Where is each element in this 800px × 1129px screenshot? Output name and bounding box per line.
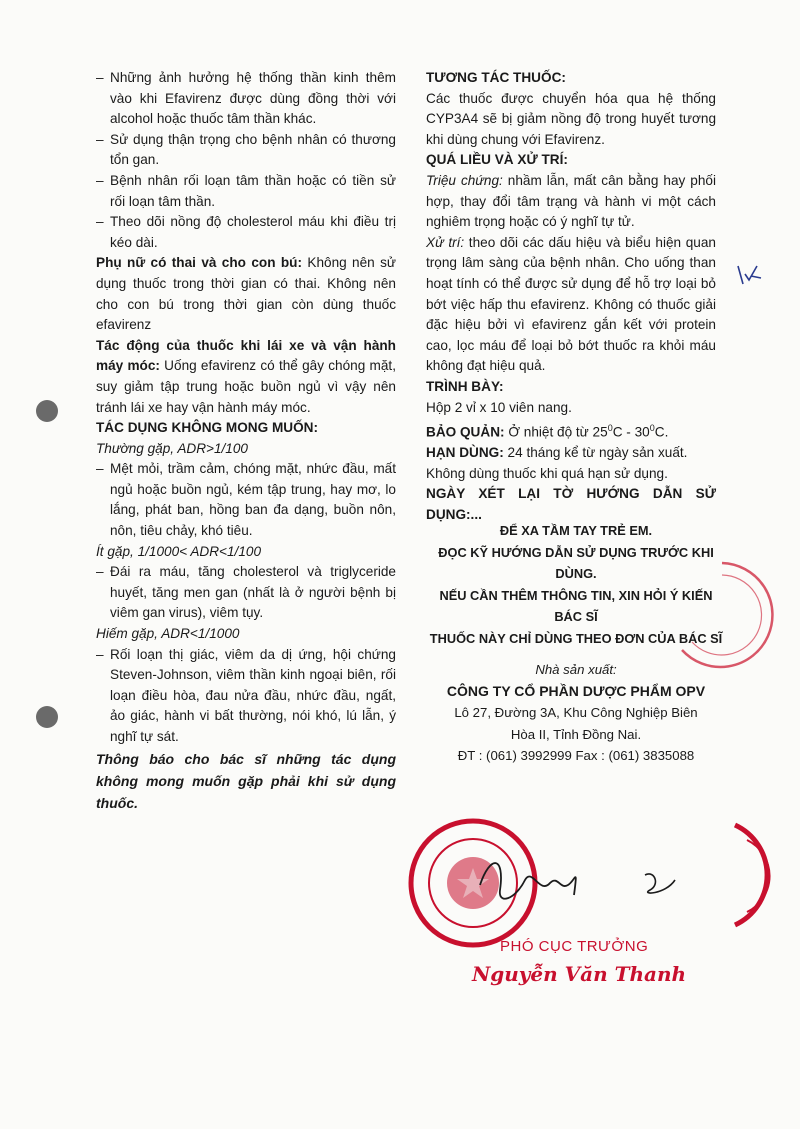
list-item: – Theo dõi nồng độ cholesterol máu khi điều trị kéo dài. bbox=[96, 214, 396, 250]
company-name: CÔNG TY CỔ PHẦN DƯỢC PHẨM OPV bbox=[446, 682, 706, 699]
presentation-text: Hộp 2 vỉ x 10 viên nang. bbox=[426, 399, 572, 415]
expiry-text: HẠN DÙNG: 24 tháng kể từ ngày sản xuất. bbox=[426, 445, 688, 461]
right-column bbox=[426, 68, 716, 526]
list-item: – Sử dụng thận trọng cho bệnh nhân có thương tổn gan. bbox=[96, 131, 396, 168]
address-line: Lô 27, Đường 3A, Khu Công Nghiệp Biên bbox=[454, 705, 698, 720]
warning-line: ĐỂ XA TẦM TAY TRẺ EM. bbox=[499, 523, 653, 538]
punch-hole-lower bbox=[36, 706, 58, 728]
handwritten-mark bbox=[735, 262, 765, 288]
driving-section: Tác động của thuốc khi lái xe và vận hành máy móc: Uống efavirenz có thể gây chóng mặt, suy giảm tập trung hoặc buồn ngủ vì vậy nên tránh lái xe hay vận hành máy móc. bbox=[96, 337, 396, 415]
punch-hole-upper bbox=[36, 400, 58, 422]
left-column bbox=[96, 68, 396, 814]
expiry-note: Không dùng thuốc khi quá hạn sử dụng. bbox=[426, 465, 668, 481]
interaction-text: Các thuốc được chuyển hóa qua hệ thống CYP3A4 sẽ bị giảm nồng độ trong huyết tương khi dùng chung với Efavirenz. bbox=[426, 90, 716, 147]
list-item: – Rối loạn thị giác, viêm da dị ứng, hội chứng Steven-Johnson, viêm thần kinh ngoại biên, rối loạn điều hòa, đau nửa đầu, nhức đầu, ngất, ảo giác, hành vi bất thường, nói khó, lú lẫn, ý nghĩ tự sát. bbox=[96, 646, 396, 744]
manufacturer-block bbox=[426, 659, 726, 767]
list-item: – Đái ra máu, tăng cholesterol và triglyceride huyết, tăng men gan (nhất là ở người bệnh bị viêm gan virus), viêm tụy. bbox=[96, 564, 396, 621]
list-item: – Mệt mỏi, trầm cảm, chóng mặt, nhức đầu, mất ngủ hoặc buồn ngủ, kém tập trung, hay mơ, lo lắng, phát ban, hồng ban đa dạng, buồn nôn, nôn, tiêu chảy, khó tiêu. bbox=[96, 461, 396, 539]
common-label: Thường gặp, ADR>1/100 bbox=[96, 440, 248, 456]
company-stamp-small bbox=[662, 555, 782, 675]
manufacturer-label: Nhà sản xuất: bbox=[535, 662, 617, 677]
signature-scribble bbox=[470, 845, 700, 915]
signer-name: Nguyễn Văn Thanh bbox=[472, 962, 687, 986]
warning-line: THUỐC NÀY CHỈ DÙNG THEO ĐƠN CỦA BÁC SĨ bbox=[429, 630, 723, 646]
pregnancy-section: Phụ nữ có thai và cho con bú: Không nên sử dụng thuốc trong thời gian có thai. Không nên cho con bú trong thời gian còn dùng thuốc efavirenz bbox=[96, 255, 396, 333]
storage-text: BẢO QUẢN: Ở nhiệt độ từ $25^0C - 30^0C$. bbox=[426, 423, 669, 440]
list-item: – Bệnh nhân rối loạn tâm thần hoặc có tiền sử rối loạn tâm thần. bbox=[96, 172, 396, 209]
symptom-text: Triệu chứng: nhầm lẫn, mất cân bằng hay phối hợp, thay đổi tâm trạng và hành vi một cách nghiêm trọng hoặc có ý nghĩ tự tử. bbox=[426, 172, 717, 230]
rare-label: Hiếm gặp, ADR<1/1000 bbox=[96, 626, 240, 642]
uncommon-label: Ít gặp, 1/1000< ADR<1/100 bbox=[96, 543, 262, 559]
side-seal bbox=[725, 820, 800, 930]
interaction-heading: TƯƠNG TÁC THUỐC: bbox=[426, 70, 566, 85]
address-line: Hòa II, Tỉnh Đồng Nai. bbox=[510, 726, 642, 742]
warning-line: NẾU CẦN THÊM THÔNG TIN, XIN HỎI Ý KIẾN BÁC SĨ bbox=[439, 587, 713, 624]
treatment-text: Xử trí: theo dõi các dấu hiệu và biểu hiện quan trọng lâm sàng của bệnh nhân. Cho uống than hoạt tính có thể được sử dụng để hỗ trợ loại bỏ bớt việc hấp thu efavirenz. Không có thuốc giải đặc hiệu bởi vì efavirenz gắn kết với protein cao, lọc máu để loại bỏ bớt thuốc ra khỏi máu không đạt hiệu quả. bbox=[426, 234, 716, 374]
warning-line: ĐỌC KỸ HƯỚNG DẪN SỬ DỤNG TRƯỚC KHI DÙNG. bbox=[438, 544, 714, 581]
phone-fax: ĐT : (061) 3992999 Fax : (061) 3835088 bbox=[457, 748, 695, 763]
presentation-heading: TRÌNH BÀY: bbox=[426, 378, 504, 394]
signer-title: PHÓ CỤC TRƯỞNG bbox=[500, 938, 649, 955]
notify-doctor-text: Thông báo cho bác sĩ những tác dụng không mong muốn gặp phải khi sử dụng thuốc. bbox=[96, 750, 396, 811]
list-item: – Những ảnh hưởng hệ thống thần kinh thêm vào khi Efavirenz được dùng đồng thời với alcohol hoặc thuốc tâm thần khác. bbox=[96, 70, 396, 127]
review-date: NGÀY XÉT LẠI TỜ HƯỚNG DẪN SỬ DỤNG:... bbox=[426, 486, 716, 522]
overdose-heading: QUÁ LIỀU VÀ XỬ TRÍ: bbox=[426, 152, 568, 168]
adr-heading: TÁC DỤNG KHÔNG MONG MUỐN: bbox=[96, 420, 319, 436]
